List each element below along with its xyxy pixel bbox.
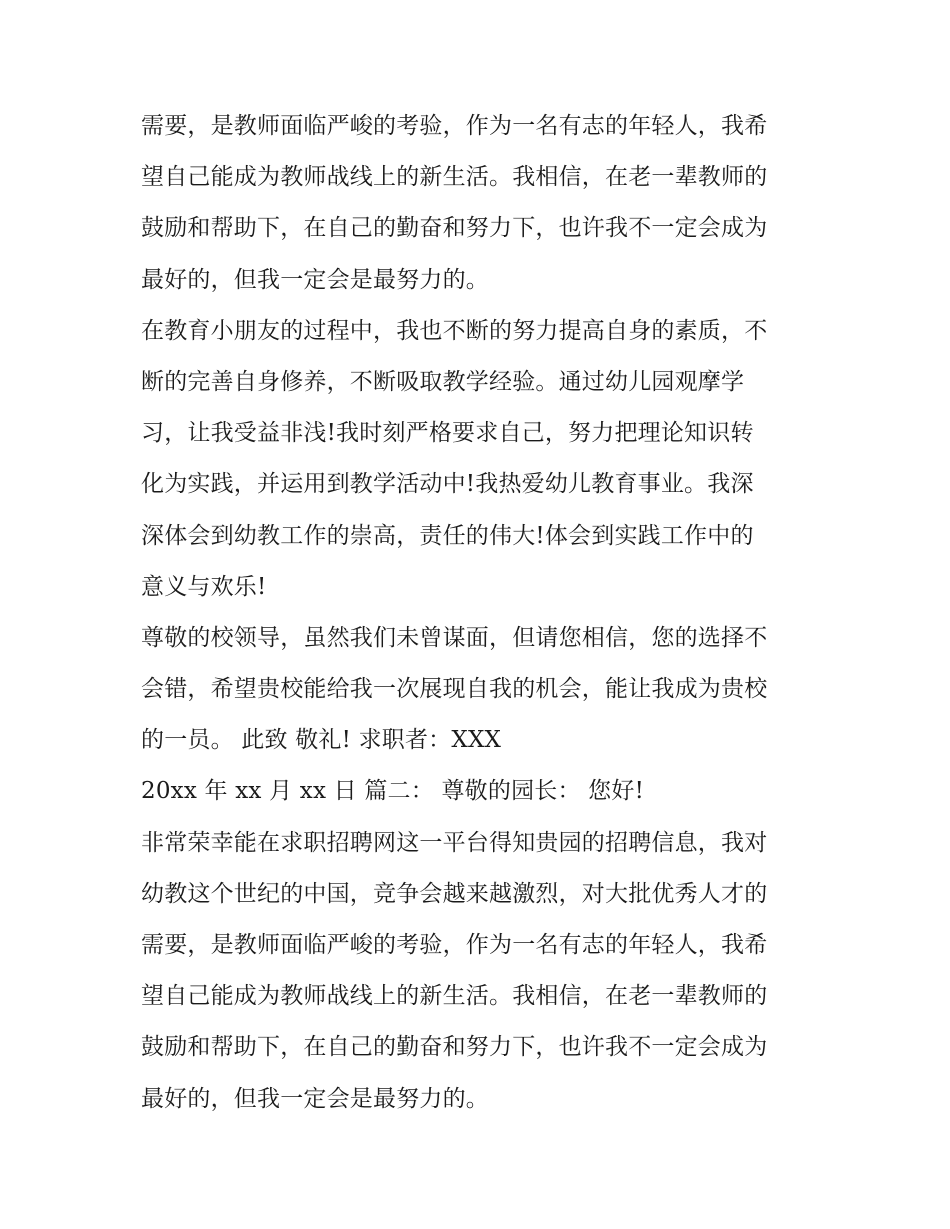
text-line: 最好的，但我一定会是最努力的。 <box>141 266 489 293</box>
text-line: 望自己能成为教师战线上的新生活。我相信，在老一辈教师的 <box>141 164 768 191</box>
text-line: 习，让我受益非浅!我时刻严格要求自己，努力把理论知识转 <box>141 420 754 447</box>
text-line: 深体会到幼教工作的崇高，责任的伟大!体会到实践工作中的 <box>141 522 754 549</box>
signature-line: 的一员。 此致 敬礼! 求职者：XXX <box>141 727 502 754</box>
text-line: 断的完善自身修养，不断吸取教学经验。通过幼儿园观摩学 <box>141 368 745 395</box>
text-line: 需要，是教师面临严峻的考验，作为一名有志的年轻人，我希 <box>141 932 768 958</box>
text-line: 会错，希望贵校能给我一次展现自我的机会，能让我成为贵校 <box>141 676 768 703</box>
text-line: 在教育小朋友的过程中，我也不断的努力提高自身的素质，不 <box>141 317 768 344</box>
text-line: 需要，是教师面临严峻的考验，作为一名有志的年轻人，我希 <box>141 113 768 139</box>
text-line: 鼓励和帮助下，在自己的勤奋和努力下，也许我不一定会成为 <box>141 1034 768 1061</box>
text-line: 非常荣幸能在求职招聘网这一平台得知贵园的招聘信息，我对 <box>141 829 768 856</box>
body-text <box>141 101 821 1125</box>
text-line: 意义与欢乐! <box>141 573 267 600</box>
text-line: 鼓励和帮助下，在自己的勤奋和努力下，也许我不一定会成为 <box>141 215 768 242</box>
text-line: 望自己能成为教师战线上的新生活。我相信，在老一辈教师的 <box>141 983 768 1010</box>
text-line: 幼教这个世纪的中国，竞争会越来越激烈，对大批优秀人才的 <box>141 880 768 907</box>
text-line: 尊敬的校领导，虽然我们未曾谋面，但请您相信，您的选择不 <box>141 624 768 651</box>
text-line: 最好的，但我一定会是最努力的。 <box>141 1085 489 1112</box>
date-heading-line: 20xx 年 xx 月 xx 日 篇二： 尊敬的园长： 您好! <box>141 778 645 805</box>
text-line: 化为实践，并运用到教学活动中!我热爱幼儿教育事业。我深 <box>141 471 754 498</box>
